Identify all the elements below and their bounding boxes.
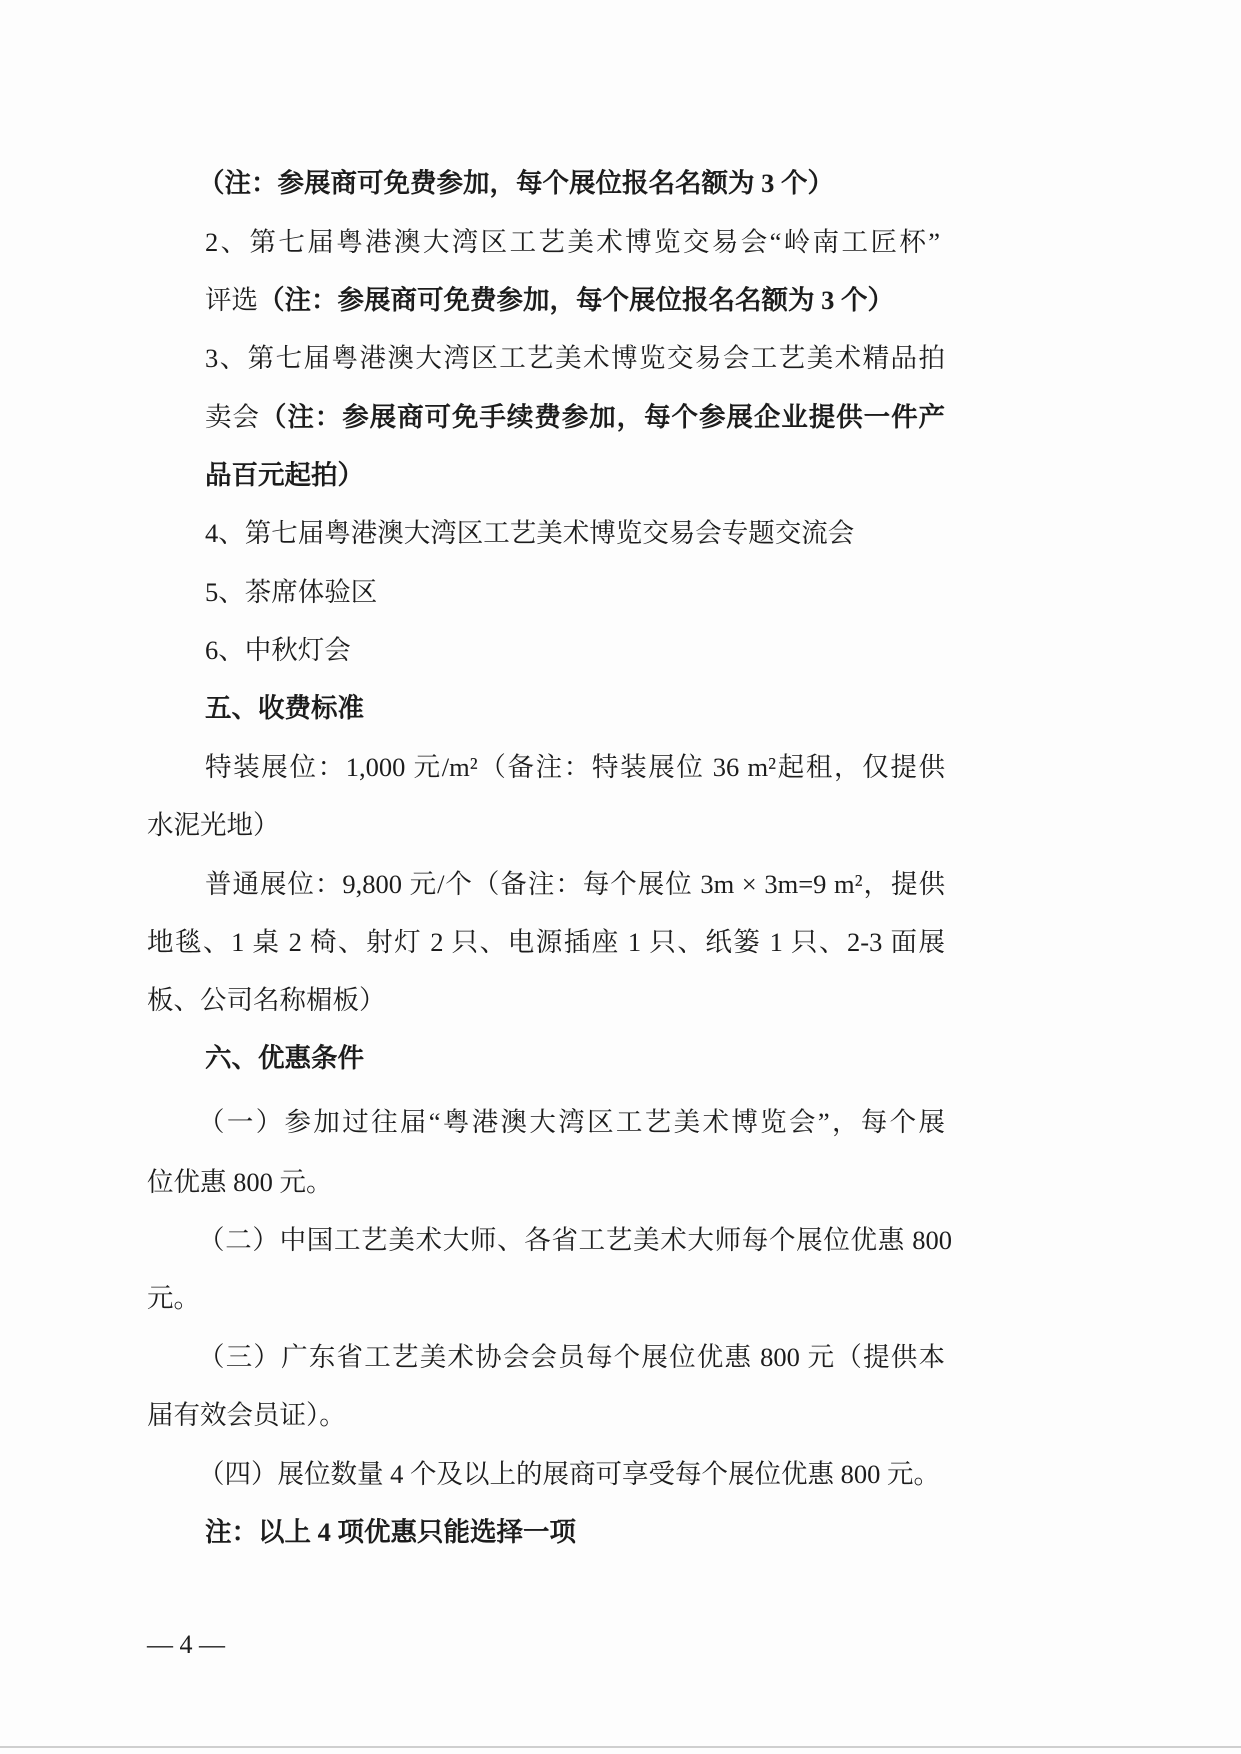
item2-continuation-text: 评选 bbox=[205, 285, 258, 315]
special-booth-line: 特装展位：1,000 元/m²（备注：特装展位 36 m²起租，仅提供 bbox=[205, 752, 945, 782]
item3-auction-note: （注：参展商可免手续费参加，每个参展企业提供一件产 bbox=[259, 402, 946, 432]
special-booth-continuation: 水泥光地） bbox=[147, 810, 280, 840]
item3-continuation-line bbox=[205, 397, 945, 437]
item6-line: 6、中秋灯会 bbox=[205, 635, 351, 665]
standard-booth-line: 普通展位：9,800 元/个（备注：每个展位 3m × 3m=9 m²，提供 bbox=[205, 869, 945, 899]
discount-3-line: （三）广东省工艺美术协会会员每个展位优惠 800 元（提供本 bbox=[198, 1342, 945, 1372]
item1-note-line bbox=[198, 163, 834, 203]
item5-line: 5、茶席体验区 bbox=[205, 577, 378, 607]
discount-conditions-heading: 六、优惠条件 bbox=[205, 1043, 364, 1073]
item2-registration-note: （注：参展商可免费参加，每个展位报名名额为 3 个） bbox=[258, 285, 894, 315]
discount-note: 注：以上 4 项优惠只能选择一项 bbox=[205, 1517, 576, 1547]
discount-4-line: （四）展位数量 4 个及以上的展商可享受每个展位优惠 800 元。 bbox=[198, 1459, 940, 1489]
item3-title-line: 3、第七届粤港澳大湾区工艺美术博览交易会工艺美术精品拍 bbox=[205, 343, 945, 373]
item3-note-end-line bbox=[205, 455, 364, 495]
discount-2-line: （二）中国工艺美术大师、各省工艺美术大师每个展位优惠 800 bbox=[198, 1225, 952, 1255]
discount-2-continuation: 元。 bbox=[147, 1283, 200, 1313]
item3-auction-note-end: 品百元起拍） bbox=[205, 460, 364, 490]
standard-booth-continuation: 地毯、1 桌 2 椅、射灯 2 只、电源插座 1 只、纸篓 1 只、2-3 面展 bbox=[147, 927, 945, 957]
fee-standard-heading: 五、收费标准 bbox=[205, 693, 364, 723]
standard-booth-continuation-end: 板、公司名称楣板） bbox=[147, 985, 386, 1015]
discount-1-continuation: 位优惠 800 元。 bbox=[147, 1167, 333, 1197]
item3-continuation-text: 卖会 bbox=[205, 402, 260, 432]
discount-1-line: （一）参加过往届“粤港澳大湾区工艺美术博览会”，每个展 bbox=[198, 1107, 945, 1137]
page-bottom-edge bbox=[0, 1746, 1241, 1748]
page-number: — 4 — bbox=[147, 1630, 225, 1659]
item2-title-line: 2、第七届粤港澳大湾区工艺美术博览交易会“岭南工匠杯” bbox=[205, 227, 940, 257]
item2-continuation-line bbox=[205, 280, 894, 320]
discount-3-continuation: 届有效会员证）。 bbox=[147, 1400, 346, 1430]
item1-registration-note: （注：参展商可免费参加，每个展位报名名额为 3 个） bbox=[198, 168, 834, 198]
item4-line: 4、第七届粤港澳大湾区工艺美术博览交易会专题交流会 bbox=[205, 518, 855, 548]
